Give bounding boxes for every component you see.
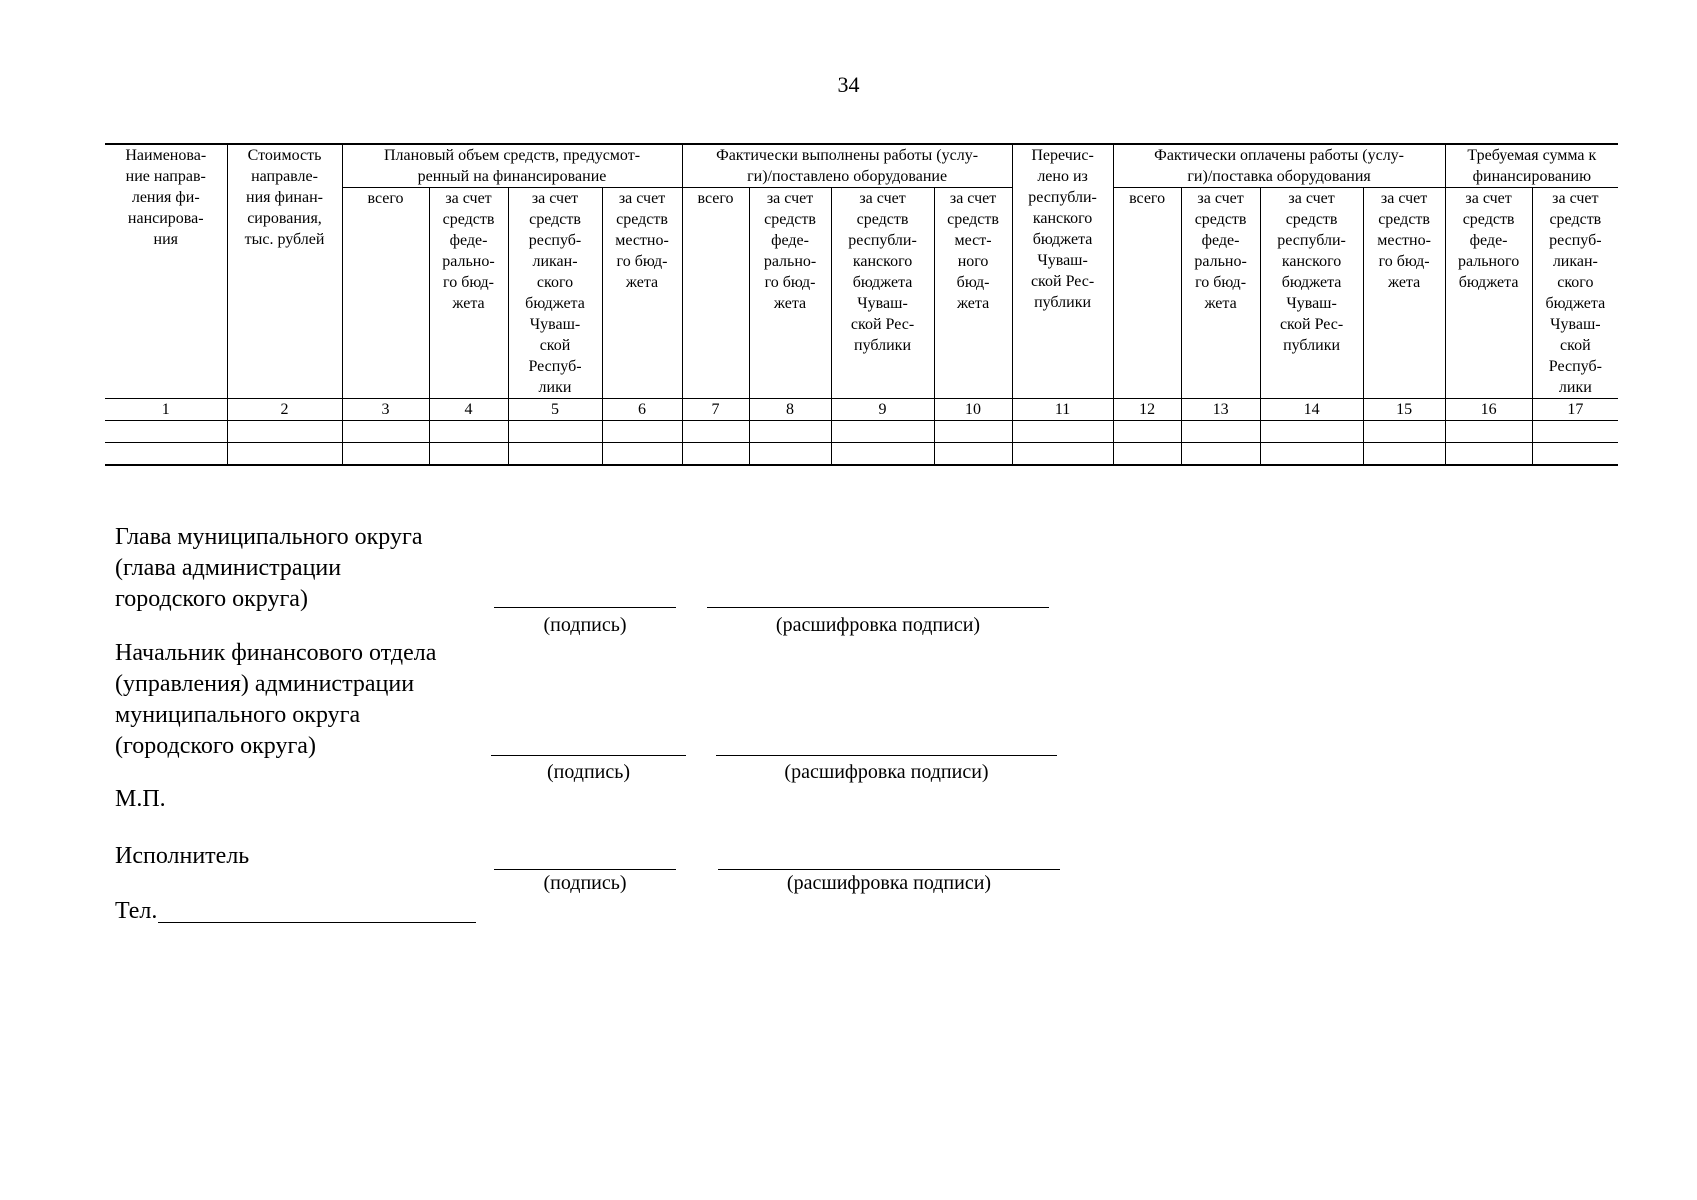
table-cell — [1181, 421, 1260, 443]
finance-signature-caption: (подпись) — [546, 761, 631, 783]
header-group-performed: Фактически выполнены работы (услу- ги)/поставлено оборудование — [682, 144, 1012, 188]
page-number: 34 — [837, 72, 860, 97]
column-numbers-row — [105, 399, 1618, 421]
header-planned-federal: за счет средств феде- рально- го бюд- жета — [429, 188, 508, 399]
finance-signature-line — [491, 755, 686, 756]
table-cell — [1113, 421, 1181, 443]
column-number: 13 — [1181, 399, 1260, 421]
header-performed-republic: за счет средств республи- канского бюджета Чуваш- ской Рес- публики — [831, 188, 934, 399]
table-cell — [227, 421, 342, 443]
column-number: 14 — [1260, 399, 1363, 421]
table-cell — [682, 421, 749, 443]
header-required-republic: за счет средств респуб- ликан- ского бюджета Чуваш- ской Респуб- лики — [1532, 188, 1618, 399]
header-planned-total: всего — [342, 188, 429, 399]
table-cell — [1260, 443, 1363, 466]
column-number: 6 — [602, 399, 682, 421]
column-number: 17 — [1532, 399, 1618, 421]
table-row — [105, 421, 1618, 443]
executor-signature-caption: (подпись) — [543, 872, 627, 894]
table-cell — [105, 421, 227, 443]
head-signature-line — [494, 607, 676, 608]
header-paid-total: всего — [1113, 188, 1181, 399]
table-cell — [749, 421, 831, 443]
header-performed-federal: за счет средств феде- рально- го бюд- жета — [749, 188, 831, 399]
table-cell — [1532, 421, 1618, 443]
seal-place: М.П. — [115, 786, 166, 812]
column-number: 3 — [342, 399, 429, 421]
column-number: 16 — [1445, 399, 1532, 421]
table-cell — [1012, 421, 1113, 443]
financing-report-table — [105, 143, 1618, 466]
table-cell — [749, 443, 831, 466]
column-number: 8 — [749, 399, 831, 421]
table-cell — [508, 421, 602, 443]
table-cell — [831, 421, 934, 443]
table-cell — [831, 443, 934, 466]
table-cell — [602, 443, 682, 466]
table-cell — [602, 421, 682, 443]
table-cell — [1363, 421, 1445, 443]
header-performed-total: всего — [682, 188, 749, 399]
column-number: 5 — [508, 399, 602, 421]
table-cell — [1113, 443, 1181, 466]
phone-label: Тел. — [115, 898, 158, 924]
column-number: 11 — [1012, 399, 1113, 421]
table-cell — [682, 443, 749, 466]
header-paid-federal: за счет средств феде- рально- го бюд- жета — [1181, 188, 1260, 399]
header-transferred: Перечис- лено из республи- канского бюджета Чуваш- ской Рес- публики — [1012, 144, 1113, 399]
table-cell — [227, 443, 342, 466]
table-cell — [1445, 421, 1532, 443]
executor-signature-line — [494, 869, 676, 870]
phone-line — [158, 922, 476, 923]
table-cell — [934, 421, 1012, 443]
executor-decoding-caption: (расшифровка подписи) — [786, 872, 992, 894]
head-decoding-caption: (расшифровка подписи) — [775, 614, 981, 636]
finance-head-title: Начальник финансового отдела (управления) администрации муниципального округа (городского округа) — [115, 640, 437, 759]
header-planned-local: за счет средств местно- го бюд- жета — [602, 188, 682, 399]
table-cell — [1532, 443, 1618, 466]
table-cell — [934, 443, 1012, 466]
finance-decoding-caption: (расшифровка подписи) — [784, 761, 989, 783]
column-number: 10 — [934, 399, 1012, 421]
column-number: 2 — [227, 399, 342, 421]
table-row — [105, 443, 1618, 466]
table-cell — [342, 421, 429, 443]
table-cell — [429, 443, 508, 466]
table-cell — [1445, 443, 1532, 466]
column-number: 4 — [429, 399, 508, 421]
column-number: 9 — [831, 399, 934, 421]
head-title: Глава муниципального округа (глава администрации городского округа) — [115, 524, 423, 612]
header-group-required: Требуемая сумма к финансированию — [1445, 144, 1618, 188]
column-number: 12 — [1113, 399, 1181, 421]
table-cell — [1363, 443, 1445, 466]
header-direction-name: Наименова- ние направ- ления фи- нансирова- ния — [105, 144, 227, 399]
table-cell — [1260, 421, 1363, 443]
table-cell — [1012, 443, 1113, 466]
head-signature-caption: (подпись) — [543, 614, 627, 636]
header-paid-local: за счет средств местно- го бюд- жета — [1363, 188, 1445, 399]
column-number: 1 — [105, 399, 227, 421]
table-cell — [105, 443, 227, 466]
table-cell — [342, 443, 429, 466]
finance-decoding-line — [716, 755, 1057, 756]
head-decoding-line — [707, 607, 1049, 608]
table-cell — [508, 443, 602, 466]
header-paid-republic: за счет средств республи- канского бюджета Чуваш- ской Рес- публики — [1260, 188, 1363, 399]
column-number: 15 — [1363, 399, 1445, 421]
table-cell — [1181, 443, 1260, 466]
column-number: 7 — [682, 399, 749, 421]
header-required-federal: за счет средств феде- рального бюджета — [1445, 188, 1532, 399]
header-performed-local: за счет средств мест- ного бюд- жета — [934, 188, 1012, 399]
table-cell — [429, 421, 508, 443]
header-planned-republic: за счет средств респуб- ликан- ского бюджета Чуваш- ской Респуб- лики — [508, 188, 602, 399]
header-direction-cost: Стоимость направле- ния финан- сирования, тыс. рублей — [227, 144, 342, 399]
header-group-planned: Плановый объем средств, предусмот- ренный на финансирование — [342, 144, 682, 188]
header-group-paid: Фактически оплачены работы (услу- ги)/поставка оборудования — [1113, 144, 1445, 188]
executor-decoding-line — [718, 869, 1060, 870]
executor-label: Исполнитель — [115, 843, 250, 869]
